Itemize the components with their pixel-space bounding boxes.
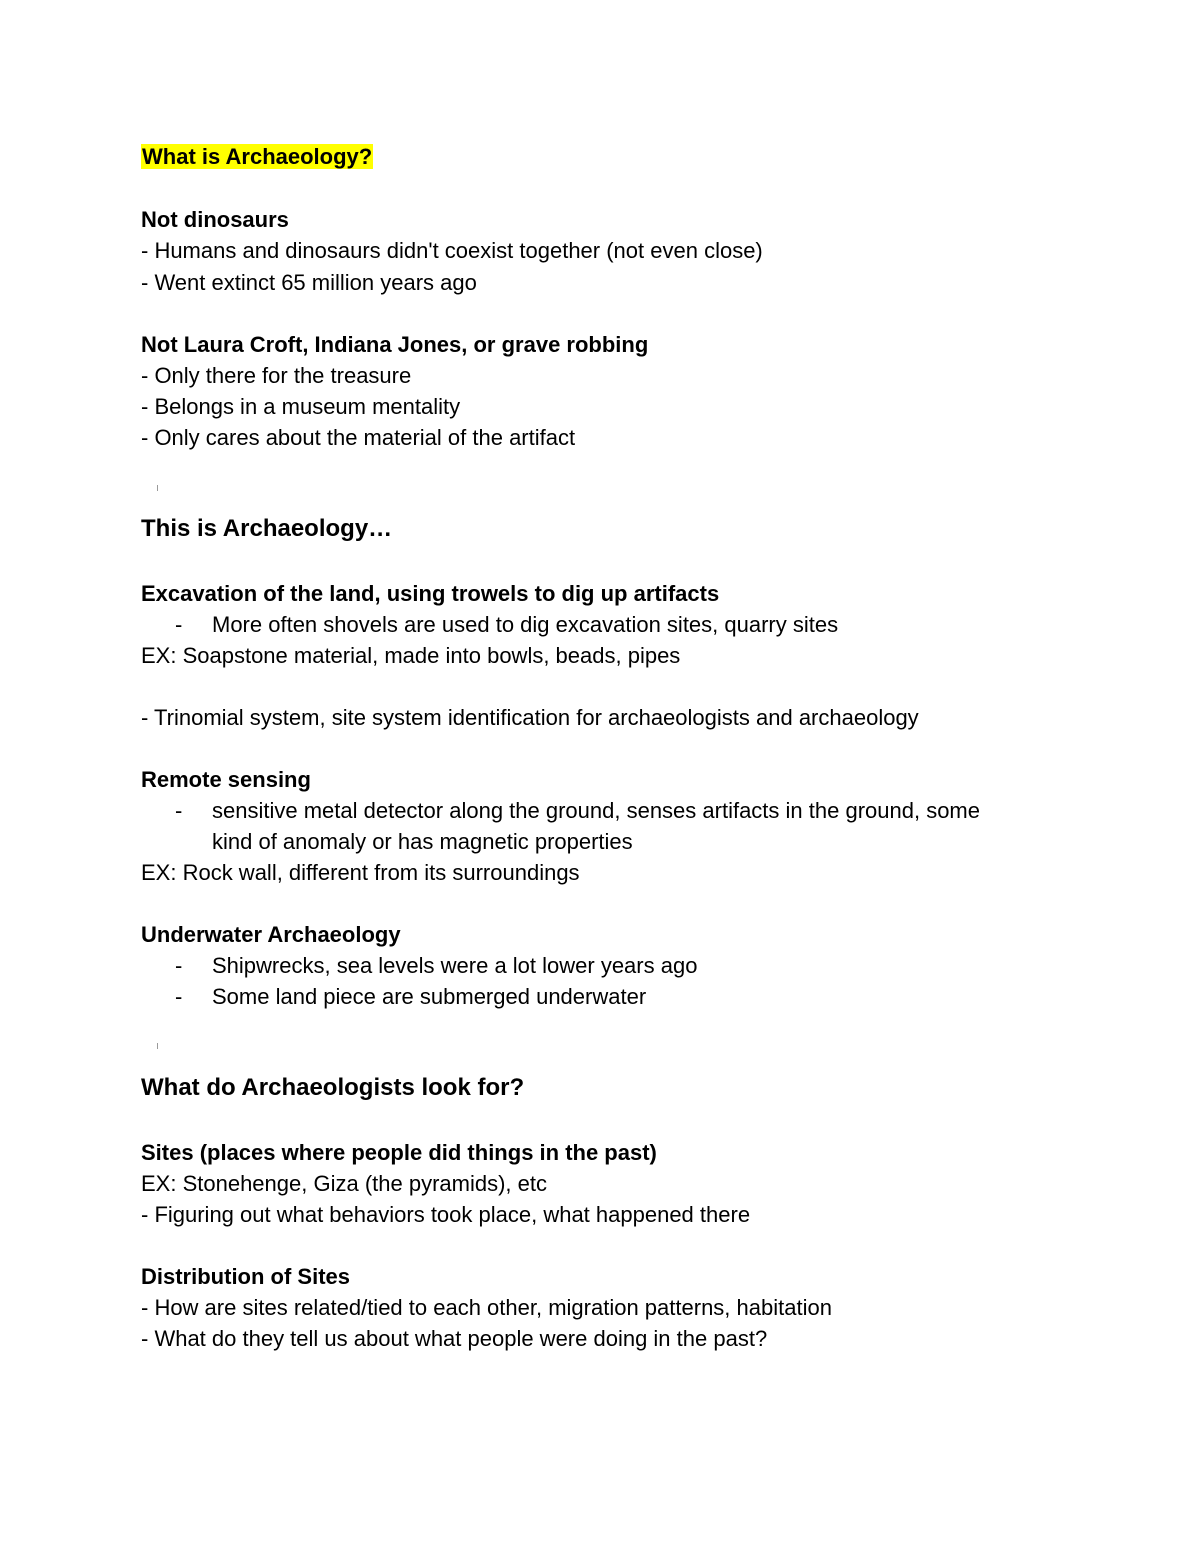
heading-distribution-of-sites: Distribution of Sites [141,1264,350,1289]
section-title-what-do-archaeologists-look-for: What do Archaeologists look for? [141,1074,525,1101]
list-item: - Went extinct 65 million years ago [141,270,477,295]
section-title-this-is-archaeology: This is Archaeology… [141,515,393,542]
list-item: Shipwrecks, sea levels were a lot lower years ago [212,953,698,978]
list-item: - What do they tell us about what people were doing in the past? [141,1326,768,1351]
list-item: - Only cares about the material of the artifact [141,425,576,450]
section-title-what-is-archaeology [141,143,373,171]
example-line: EX: Rock wall, different from its surroundings [141,860,580,885]
list-item: - How are sites related/tied to each other, migration patterns, habitation [141,1295,832,1320]
list-item: - Belongs in a museum mentality [141,394,461,419]
list-item: - Figuring out what behaviors took place, what happened there [141,1202,751,1227]
heading-not-dinosaurs: Not dinosaurs [141,207,289,232]
list-item: - Humans and dinosaurs didn't coexist together (not even close) [141,238,763,263]
heading-underwater-archaeology: Underwater Archaeology [141,922,401,947]
bullet-dash: - [175,798,183,823]
heading-not-laura-croft: Not Laura Croft, Indiana Jones, or grave robbing [141,332,649,357]
page-break-mark [157,1043,158,1049]
list-item: - Only there for the treasure [141,363,412,388]
bullet-dash: - [175,612,183,637]
bullet-dash: - [175,984,183,1009]
list-item: - Trinomial system, site system identification for archaeologists and archaeology [141,705,919,730]
example-line: EX: Soapstone material, made into bowls, beads, pipes [141,643,681,668]
heading-excavation: Excavation of the land, using trowels to dig up artifacts [141,581,720,606]
bullet-dash: - [175,953,183,978]
example-line: EX: Stonehenge, Giza (the pyramids), etc [141,1171,547,1196]
list-item: sensitive metal detector along the ground, senses artifacts in the ground, some [212,798,980,823]
highlighted-title: What is Archaeology? [142,144,373,169]
heading-sites: Sites (places where people did things in the past) [141,1140,657,1165]
list-item: More often shovels are used to dig excavation sites, quarry sites [212,612,839,637]
list-item-continuation: kind of anomaly or has magnetic properties [212,829,633,854]
list-item: Some land piece are submerged underwater [212,984,647,1009]
page-break-mark [157,485,158,491]
heading-remote-sensing: Remote sensing [141,767,311,792]
